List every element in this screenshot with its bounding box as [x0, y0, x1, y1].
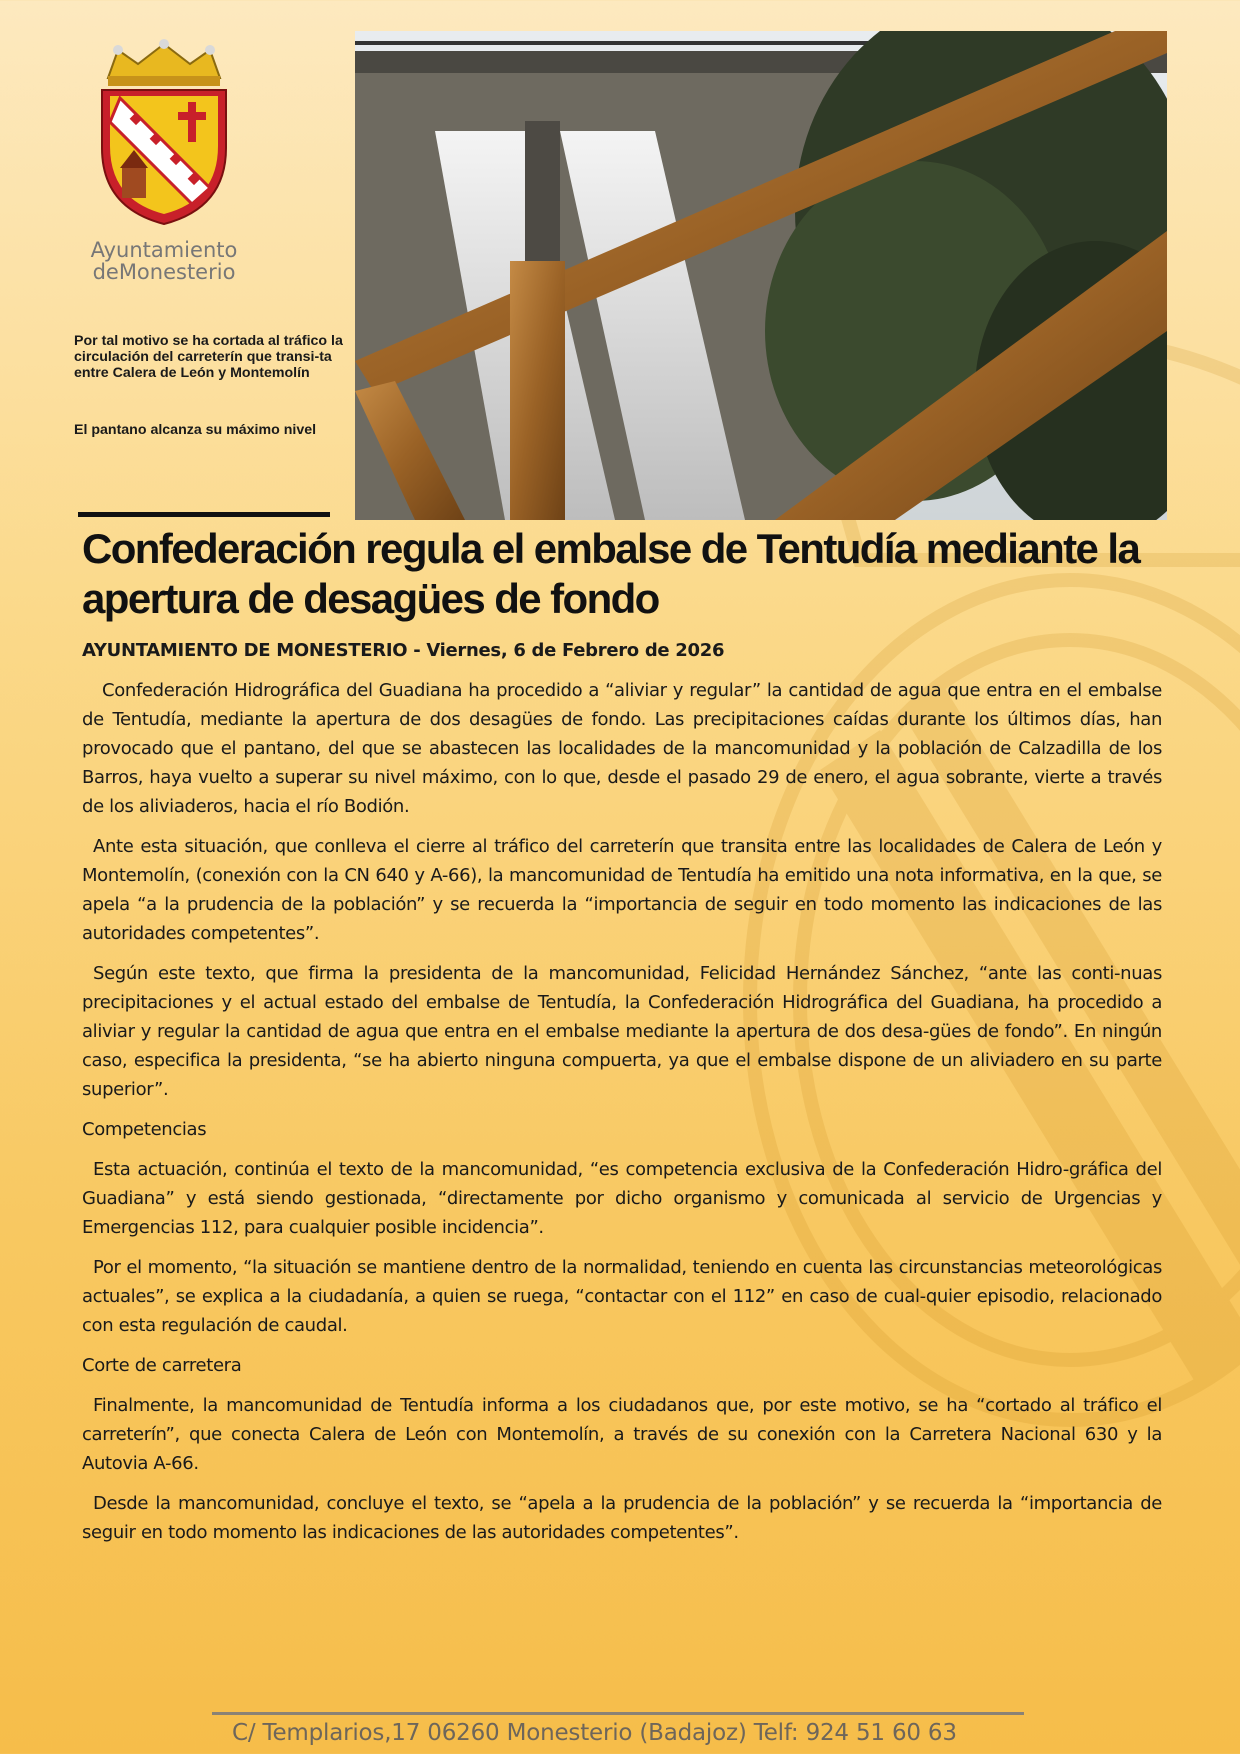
article-body	[82, 676, 1162, 1558]
headline-rule	[78, 512, 330, 517]
paragraph: Finalmente, la mancomunidad de Tentudía informa a los ciudadanos que, por este motivo, se ha “cortado al tráfico el carreterín”, que conecta Calera de León con Montemolín, a través de su conexión con la Carretera Nacional 630 y la Autovia A-66.	[82, 1395, 1162, 1474]
paragraph: Esta actuación, continúa el texto de la mancomunidad, “es competencia exclusiva de la Confederación Hidro-gráfica del Guadiana” y está siendo gestionada, “directamente por dicho organismo y comunicada al servicio de Urgencias y Emergencias 112, para cualquier posible incidencia”.	[82, 1159, 1162, 1238]
paragraph: Por el momento, “la situación se mantiene dentro de la normalidad, teniendo en cuenta las circunstancias meteorológicas actuales”, se explica a la ciudadanía, a quien se ruega, “contactar con el 112” en caso de cual-quier episodio, relacionado con esta regulación de caudal.	[82, 1257, 1162, 1336]
paragraph: Ante esta situación, que conlleva el cierre al tráfico del carreterín que transita entre las localidades de Calera de León y Montemolín, (conexión con la CN 640 y A-66), la mancomunidad de Tentudía ha emitido una nota informativa, en la que, se apela “a la prudencia de la población” y se recuerda la “importancia de seguir en todo momento las indicaciones de las autoridades competentes”.	[82, 836, 1162, 944]
coat-of-arms-icon	[80, 38, 248, 228]
footer-address: C/ Templarios,17 06260 Monesterio (Badajoz) Telf: 924 51 60 63	[232, 1720, 957, 1746]
dam-photo	[355, 31, 1167, 520]
paragraph: Según este texto, que firma la presidenta de la mancomunidad, Felicidad Hernández Sánchez, “ante las conti-nuas precipitaciones y el actual estado del embalse de Tentudía, la Confederación Hidrográfica del Guadiana, ha procedido a aliviar y regular la cantidad de agua que entra en el embalse mediante la apertura de dos desa-gües de fondo”. En ningún caso, especifica la presidenta, “se ha abierto ninguna compuerta, ya que el embalse dispone de un aliviadero en su parte superior”.	[82, 963, 1162, 1100]
logo-text-line2: deMonesterio	[92, 260, 236, 284]
photo-caption-traffic: Por tal motivo se ha cortada al tráfico la circulación del carreterín que transi-ta entre Calera de León y Montemolín	[74, 333, 343, 381]
subhead-corte-carretera: Corte de carretera	[82, 1355, 242, 1376]
ayuntamiento-logo	[80, 38, 248, 288]
paragraph: Confederación Hidrográfica del Guadiana ha procedido a “aliviar y regular” la cantidad de agua que entra en el embalse de Tentudía, mediante la apertura de dos desagües de fondo. Las precipitaciones caídas durante los últimos días, han provocado que el pantano, del que se abastecen las localidades de la mancomunidad y la población de Calzadilla de los Barros, haya vuelto a superar su nivel máximo, con lo que, desde el pasado 29 de enero, el agua sobrante, vierte a través de los aliviaderos, hacia el río Bodión.	[82, 680, 1162, 817]
article-headline: Confederación regula el embalse de Tentudía mediante la apertura de desagües de fondo	[82, 525, 1140, 622]
article-byline: AYUNTAMIENTO DE MONESTERIO - Viernes, 6 de Febrero de 2026	[82, 640, 725, 661]
paragraph: Desde la mancomunidad, concluye el texto, se “apela a la prudencia de la población” y se recuerda la “importancia de seguir en todo momento las indicaciones de las autoridades competentes”.	[82, 1493, 1162, 1543]
logo-text-line1: Ayuntamiento	[90, 238, 238, 262]
footer-rule	[212, 1712, 1024, 1715]
subhead-competencias: Competencias	[82, 1119, 207, 1140]
photo-caption-level: El pantano alcanza su máximo nivel	[74, 422, 317, 438]
